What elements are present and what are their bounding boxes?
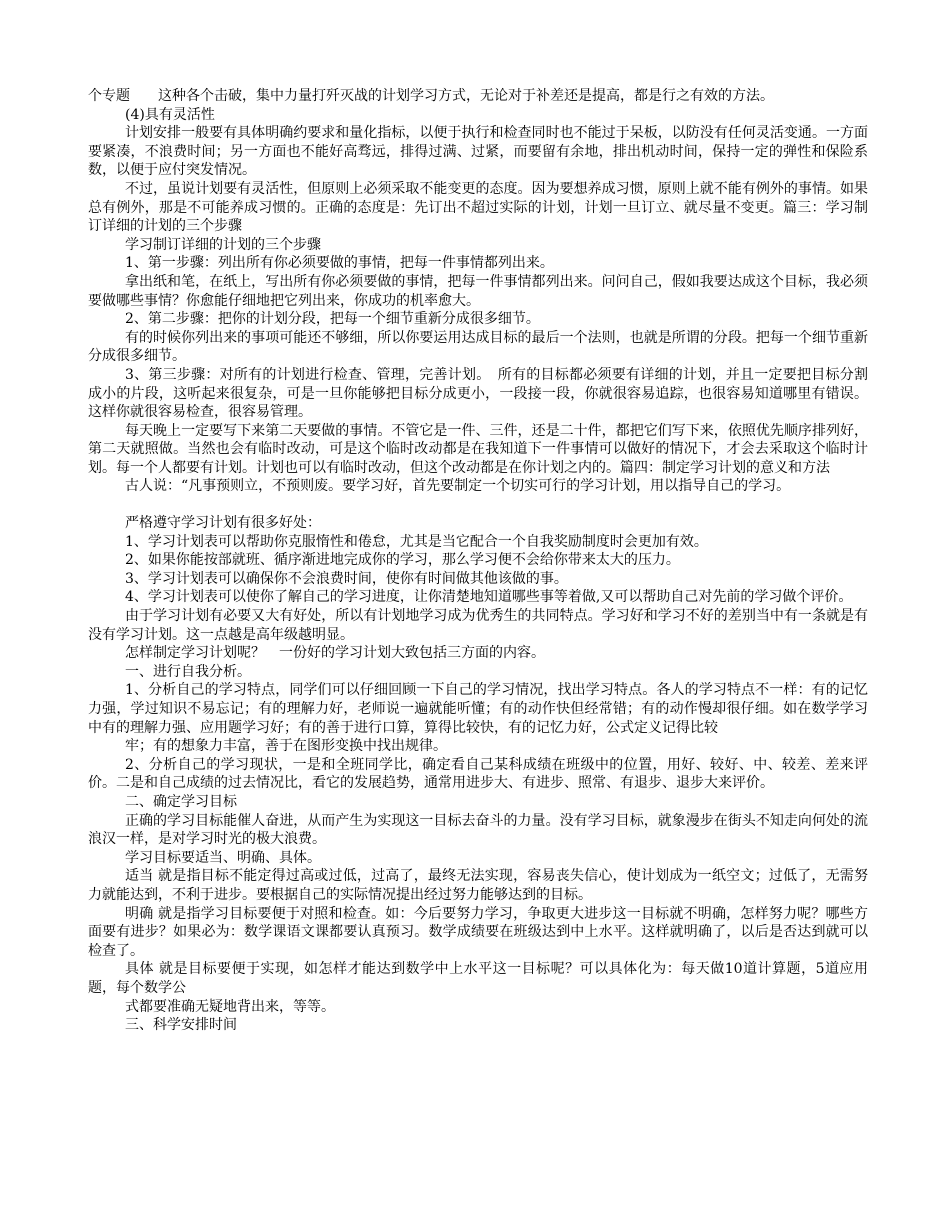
- paragraph: 每天晚上一定要写下来第二天要做的事情。不管它是一件、三件，还是二十件，都把它们写下来，依照优先顺序排列好，第二天就照做。当然也会有临时改动，可是这个临时改动都是在我知道下一件事情可以做好的情况下，才会去采取这个临时计划。每一个人都要有计划。计划也可以有临时改动，但这个改动都是在你计划之内的。篇四：制定学习计划的意义和方法: [88, 422, 868, 476]
- paragraph: 正确的学习目标能催人奋进，从而产生为实现这一目标去奋斗的力量。没有学习目标，就象漫步在街头不知走向何处的流浪汉一样，是对学习时光的极大浪费。: [88, 812, 868, 848]
- paragraph: 学习制订详细的计划的三个步骤: [125, 236, 321, 253]
- paragraph: 由于学习计划有必要又大有好处，所以有计划地学习成为优秀生的共同特点。学习好和学习不好的差别当中有一条就是有没有学习计划。这一点越是高年级越明显。: [88, 608, 868, 643]
- paragraph: 计划安排一般要有具体明确约要求和量化指标，以便于执行和检查同时也不能过于呆板，以防没有任何灵活变通。一方面要紧凑，不浪费时间；另一方面也不能好高骛远，排得过满、过紧，而要留有余地，排出机动时间，保持一定的弹性和保险系数，以便于应付突发情况。: [88, 125, 868, 179]
- paragraph: (4)具有灵活性: [125, 106, 215, 123]
- paragraph: 二、确定学习目标: [125, 793, 237, 810]
- paragraph: 式都要准确无疑地背出来，等等。: [125, 998, 335, 1015]
- paragraph: 3、第三步骤：对所有的计划进行检查、管理，完善计划。 所有的目标都必须要有详细的计划，并且一定要把目标分割成小的片段，这听起来很复杂，可是一旦你能够把目标分成更小，一段接一段，你就很容易追踪，也很容易知道哪里有错误。这样你就很容易检查，很容易管理。: [88, 366, 868, 421]
- paragraph: 2、第二步骤：把你的计划分段，把每一个细节重新分成很多细节。: [125, 311, 540, 328]
- paragraph: 2、如果你能按部就班、循序渐进地完成你的学习，那么学习便不会给你带来太大的压力。: [125, 552, 680, 569]
- paragraph: 拿出纸和笔，在纸上，写出所有你必须要做的事情，把每一件事情都列出来。问问自己，假如我要达成这个目标，我必须要做哪些事情？你愈能仔细地把它列出来，你成功的机率愈大。: [88, 273, 868, 309]
- paragraph: 一、进行自我分析。: [125, 663, 251, 680]
- paragraph: 三、科学安排时间: [125, 1017, 237, 1034]
- document-body: [88, 87, 868, 1035]
- paragraph: 严格遵守学习计划有很多好处：: [125, 515, 321, 532]
- paragraph: 1、分析自己的学习特点，同学们可以仔细回顾一下自己的学习情况，找出学习特点。各人的学习特点不一样：有的记忆力强，学过知识不易忘记；有的理解力好，老师说一遍就能听懂；有的动作快但经常错；有的动作慢却很仔细。如在数学学习中有的理解力强、应用题学习好；有的善于进行口算，算得比较快，有的记忆力好，公式定义记得比较: [88, 682, 868, 736]
- paragraph: 学习目标要适当、明确、具体。: [125, 849, 321, 866]
- paragraph: 2、分析自己的学习现状，一是和全班同学比，确定看自己某科成绩在班级中的位置，用好、较好、中、较差、差来评价。二是和自己成绩的过去情况比，看它的发展趋势，通常用进步大、有进步、照常、有退步、退步大来评价。: [88, 756, 868, 792]
- paragraph: 4、学习计划表可以使你了解自己的学习进度，让你清楚地知道哪些事等着做,又可以帮助自己对先前的学习做个评价。: [125, 589, 853, 606]
- paragraph: 具体 就是目标要便于实现，如怎样才能达到数学中上水平这一目标呢？可以具体化为：每天做10道计算题，5道应用题，每个数学公: [88, 961, 868, 996]
- paragraph: 1、第一步骤：列出所有你必须要做的事情，把每一件事情都列出来。: [125, 255, 554, 272]
- paragraph: 古人说：“凡事预则立，不预则废。要学习好，首先要制定一个切实可行的学习计划，用以指导自己的学习。: [125, 478, 791, 495]
- paragraph: 适当 就是指目标不能定得过高或过低，过高了，最终无法实现，容易丧失信心，使计划成为一纸空文；过低了，无需努力就能达到，不利于进步。要根据自己的实际情况提出经过努力能够达到的目标。: [88, 868, 868, 903]
- paragraph: 1、学习计划表可以帮助你克服惰性和倦怠，尤其是当它配合一个自我奖励制度时会更加有效。: [125, 533, 708, 550]
- paragraph: 牢；有的想象力丰富，善于在图形变换中找出规律。: [125, 738, 447, 755]
- paragraph: 不过，虽说计划要有灵活性，但原则上必须采取不能变更的态度。因为要想养成习惯，原则上就不能有例外的事情。如果总有例外，那是不可能养成习惯的。正确的态度是：先订出不超过实际的计划，计划一旦订立、就尽量不变更。篇三：学习制订详细的计划的三个步骤: [88, 180, 868, 235]
- paragraph: 明确 就是指学习目标要便于对照和检查。如：今后要努力学习，争取更大进步这一目标就不明确，怎样努力呢？哪些方面要有进步？如果必为：数学课语文课都要认真预习。数学成绩要在班级达到中上水平。这样就明确了，以后是否达到就可以检查了。: [88, 905, 868, 959]
- paragraph: 有的时候你列出来的事项可能还不够细，所以你要运用达成目标的最后一个法则，也就是所谓的分段。把每一个细节重新分成很多细节。: [88, 329, 868, 365]
- paragraph: 个专题 这种各个击破，集中力量打歼灭战的计划学习方式，无论对于补差还是提高，都是行之有效的方法。: [88, 88, 774, 104]
- paragraph: 怎样制定学习计划呢？ 一份好的学习计划大致包括三方面的内容。: [125, 645, 545, 662]
- paragraph: 3、学习计划表可以确保你不会浪费时间，使你有时间做其他该做的事。: [125, 570, 568, 587]
